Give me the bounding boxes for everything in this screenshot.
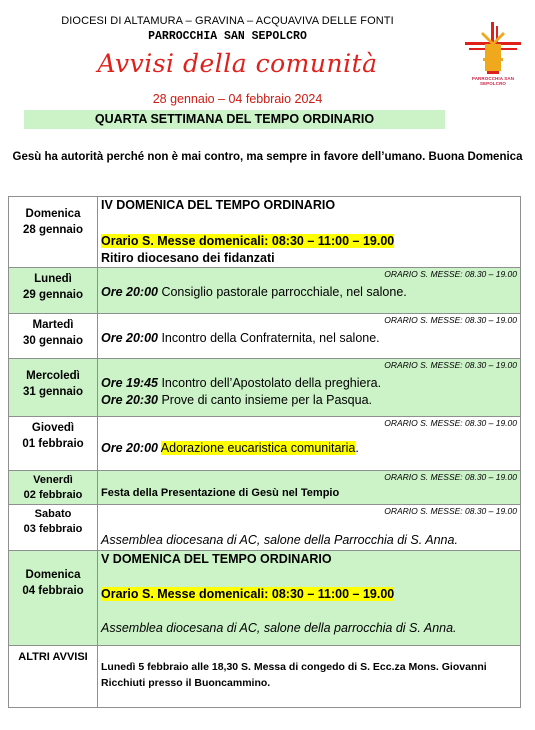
- day-cell: [9, 505, 98, 551]
- mass-note: ORARIO S. MESSE: 08.30 – 19.00: [384, 472, 517, 482]
- day-name: Martedì: [32, 319, 74, 331]
- table-row: [9, 314, 521, 359]
- day-events: [98, 359, 521, 417]
- mass-note: ORARIO S. MESSE: 08.30 – 19.00: [384, 418, 517, 428]
- event-time: Ore 19:45: [101, 376, 158, 390]
- table-row: [9, 359, 521, 417]
- day-name: Lunedì: [34, 273, 72, 285]
- table-row: [9, 268, 521, 314]
- event-text: Incontro della Confraternita, nel salone.: [157, 331, 380, 345]
- table-row: [9, 417, 521, 471]
- page-title: Avvisi della comunità: [97, 49, 378, 78]
- event-text: Adorazione eucaristica comunitaria: [160, 441, 356, 455]
- day-events: [98, 505, 521, 551]
- mass-note: ORARIO S. MESSE: 08.30 – 19.00: [384, 315, 517, 325]
- event-text: Festa della Presentazione di Gesù nel Tempio: [101, 487, 340, 499]
- day-name: Domenica: [25, 208, 81, 220]
- altri-label: ALTRI AVVISI: [18, 651, 88, 663]
- day-events: [98, 551, 521, 646]
- day-events: [98, 268, 521, 314]
- day-cell: [9, 359, 98, 417]
- day-cell: [9, 471, 98, 505]
- gospel-quote: Gesù ha autorità perché non è mai contro, ma sempre in favore dell’umano. Buona Domenica: [12, 151, 523, 163]
- day-date: 31 gennaio: [22, 386, 84, 398]
- day-date: 29 gennaio: [22, 289, 84, 301]
- mass-times: Orario S. Messe domenicali: 08:30 – 11:00 – 19.00: [101, 234, 395, 248]
- day-cell: [9, 417, 98, 471]
- event-text: Assemblea diocesana di AC, salone della parrocchia di S. Anna.: [101, 621, 457, 635]
- event-text: Ritiro diocesano dei fidanzati: [101, 251, 275, 265]
- event-text: Consiglio pastorale parrocchiale, nel salone.: [157, 285, 407, 299]
- day-events: [98, 471, 521, 505]
- day-cell: [9, 314, 98, 359]
- day-cell: [9, 197, 98, 268]
- day-name: Domenica: [25, 569, 81, 581]
- table-row: [9, 471, 521, 505]
- mass-note: ORARIO S. MESSE: 08.30 – 19.00: [384, 506, 517, 516]
- liturgical-title: IV DOMENICA DEL TEMPO ORDINARIO: [101, 198, 336, 212]
- day-events: [98, 646, 521, 708]
- day-name: Mercoledì: [26, 370, 80, 382]
- liturgical-title: V DOMENICA DEL TEMPO ORDINARIO: [101, 552, 332, 566]
- table-row: [9, 551, 521, 646]
- logo-caption: PARROCCHIA SAN SEPOLCRO: [471, 76, 515, 86]
- day-name: Venerdì: [33, 474, 73, 486]
- event-text-tail: .: [355, 441, 359, 455]
- mass-note: ORARIO S. MESSE: 08.30 – 19.00: [384, 360, 517, 370]
- parish-name: PARROCCHIA SAN SEPOLCRO: [148, 30, 307, 43]
- day-cell: [9, 268, 98, 314]
- notice-line: Ricchiuti presso il Buoncammino.: [101, 677, 271, 689]
- date-range: 28 gennaio – 04 febbraio 2024: [152, 92, 323, 106]
- day-events: [98, 417, 521, 471]
- day-cell: [9, 551, 98, 646]
- day-cell: [9, 646, 98, 708]
- event-text: Incontro dell’Apostolato della preghiera.: [157, 376, 382, 390]
- notice-line: Lunedì 5 febbraio alle 18,30 S. Messa di congedo di S. Ecc.za Mons. Giovanni: [101, 661, 487, 673]
- day-date: 04 febbraio: [22, 585, 84, 597]
- event-time: Ore 20:00: [101, 285, 158, 299]
- day-date: 30 gennaio: [22, 335, 84, 347]
- day-date: 01 febbraio: [22, 438, 84, 450]
- mass-note: ORARIO S. MESSE: 08.30 – 19.00: [384, 269, 517, 279]
- event-text: Assemblea diocesana di AC, salone della Parrocchia di S. Anna.: [101, 533, 458, 547]
- day-date: 02 febbraio: [23, 489, 83, 501]
- day-events: [98, 314, 521, 359]
- day-name: Giovedì: [31, 422, 75, 434]
- day-date: 03 febbraio: [23, 523, 83, 535]
- table-row: [9, 197, 521, 268]
- day-events: [98, 197, 521, 268]
- event-text: Prove di canto insieme per la Pasqua.: [157, 393, 372, 407]
- day-name: Sabato: [34, 508, 72, 520]
- schedule-table: [8, 196, 521, 708]
- table-row: [9, 646, 521, 708]
- week-banner: QUARTA SETTIMANA DEL TEMPO ORDINARIO: [24, 110, 445, 129]
- day-date: 28 gennaio: [22, 224, 84, 236]
- event-time: Ore 20:30: [101, 393, 158, 407]
- mass-times: Orario S. Messe domenicali: 08:30 – 11:00 – 19.00: [101, 587, 395, 601]
- diocese-name: DIOCESI DI ALTAMURA – GRAVINA – ACQUAVIVA DELLE FONTI: [61, 15, 394, 27]
- event-time: Ore 20:00: [101, 331, 158, 345]
- table-row: [9, 505, 521, 551]
- event-time: Ore 20:00: [101, 441, 158, 455]
